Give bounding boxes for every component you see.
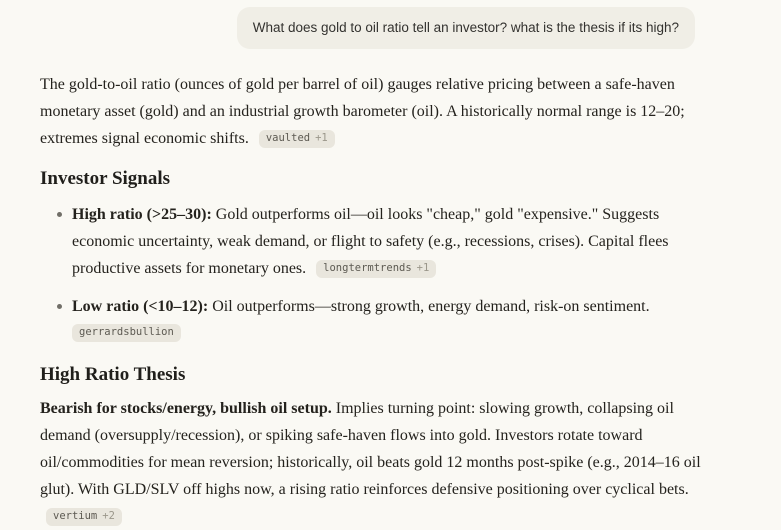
user-message-bubble: [237, 7, 695, 49]
bullet-lead-low-ratio: Low ratio (<10–12):: [72, 298, 209, 315]
thesis-text: Implies turning point: slowing growth, collapsing oil demand (oversupply/recession), or spiking safe-haven flows into gold. Investors rotate toward oil/commodities for mean reversion; historically, oil beats gold 12 months post-spike (e.g., 2014–16 oil glut). With GLD/SLV off highs now, a rising ratio reinforces defensive positioning over cyclical bets.: [40, 400, 701, 498]
citation-chip-vertium[interactable]: [46, 508, 122, 526]
citation-line: [72, 323, 715, 343]
investor-signals-list: [40, 201, 715, 343]
intro-text: The gold-to-oil ratio (ounces of gold per barrel of oil) gauges relative pricing between a safe-haven monetary asset (gold) and an industrial growth barometer (oil). A historically normal range is 12–20; extremes signal economic shifts.: [40, 76, 685, 147]
citation-chip-longtermtrends[interactable]: [316, 260, 436, 278]
assistant-response: [40, 71, 715, 530]
citation-label: vertium: [53, 510, 98, 522]
citation-chip-gerrardsbullion[interactable]: [72, 324, 181, 342]
citation-count: +2: [102, 510, 115, 522]
bullet-dot: [57, 304, 62, 309]
citation-chip-vaulted[interactable]: [259, 130, 335, 148]
citation-label: vaulted: [265, 132, 311, 144]
bullet-item-high-ratio: [40, 201, 715, 282]
citation-count: +1: [416, 262, 430, 274]
bullet-item-low-ratio: [40, 293, 715, 343]
bullet-dot: [57, 212, 62, 217]
section-heading-high-ratio-thesis: High Ratio Thesis: [40, 364, 186, 385]
citation-label: gerrardsbullion: [79, 326, 174, 338]
bullet-text-low-ratio: Oil outperforms—strong growth, energy demand, risk-on sentiment.: [208, 298, 650, 315]
citation-label: longtermtrends: [323, 262, 412, 274]
bullet-text-high-ratio: Gold outperforms oil—oil looks "cheap," gold "expensive." Suggests economic uncertainty, weak demand, or flight to safety (e.g., recessions, crises). Capital flees productive assets for monetary ones.: [72, 206, 669, 277]
user-message-row: [0, 0, 781, 49]
thesis-paragraph: [40, 395, 715, 530]
user-message-text: What does gold to oil ratio tell an investor? what is the thesis if its high?: [252, 20, 679, 35]
citation-count: +1: [315, 132, 328, 144]
bullet-lead-high-ratio: High ratio (>25–30):: [72, 206, 212, 223]
thesis-lead: Bearish for stocks/energy, bullish oil setup.: [40, 400, 332, 417]
section-heading-investor-signals: Investor Signals: [40, 168, 171, 189]
intro-paragraph: [40, 71, 715, 152]
